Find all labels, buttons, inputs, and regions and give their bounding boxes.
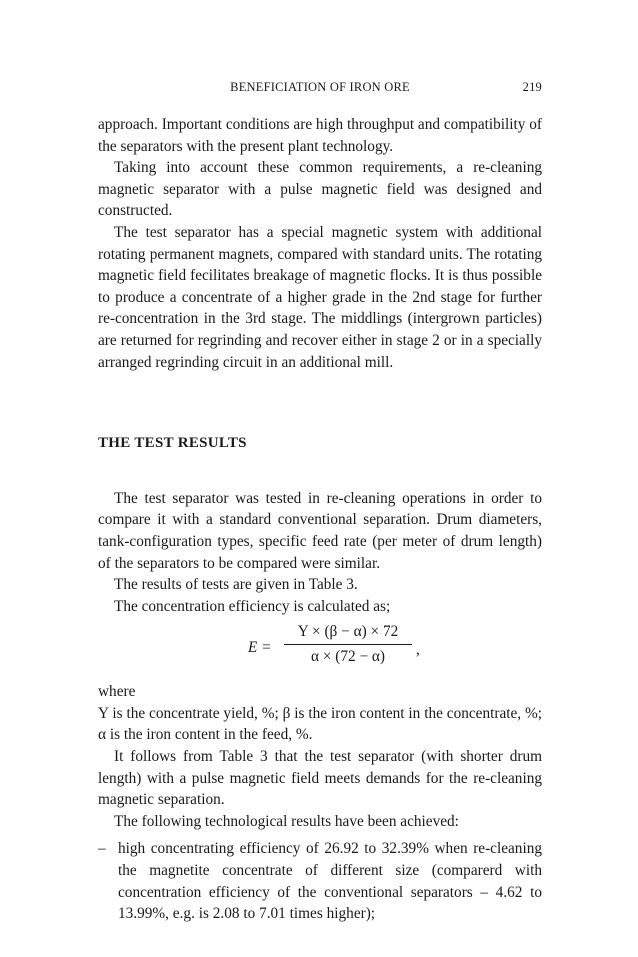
body-text: [98, 114, 542, 925]
page-number: 219: [522, 80, 542, 94]
paragraph: Taking into account these common requirements, a re-cleaning magnetic separator with a pulse magnetic field was designed and constructed.: [98, 159, 542, 220]
running-header: [98, 78, 542, 98]
results-list: [98, 838, 542, 924]
equation-denominator: α × (72 − α): [310, 648, 386, 666]
running-title: BENEFICIATION OF IRON ORE: [230, 80, 410, 94]
variable-definition: Y is the concentrate yield, %; β is the iron content in the concentrate, %; α is the iron content in the feed, %.: [98, 704, 542, 744]
list-item-text: high concentrating efficiency of 26.92 to 32.39% when re-cleaning the magnetite concentrate of different size (comparerd with concentration efficiency of the conventional separators – 4.62 to 13.99%, e.g. is 2.08 to 7.01 times higher);: [118, 840, 542, 923]
equation-comma: ,: [416, 641, 420, 659]
paragraph: The concentration efficiency is calculated as;: [114, 597, 391, 615]
paragraph: The test separator was tested in re-cleaning operations in order to compare it with a standard conventional separation. Drum diameters, tank-configuration types, specific feed rate (per meter of drum length) of the separators to be compared were similar.: [98, 489, 542, 572]
fraction-bar: [284, 644, 412, 645]
equation-fraction: [282, 621, 414, 667]
paragraph: The following technological results have been achieved:: [114, 812, 459, 830]
paragraph: The results of tests are given in Table 3.: [114, 576, 358, 594]
where-label: where: [98, 683, 136, 701]
efficiency-equation: [98, 621, 542, 679]
paragraph: It follows from Table 3 that the test separator (with shorter drum length) with a pulse magnetic field meets demands for the re-cleaning magnetic separation.: [98, 748, 542, 809]
paragraph-continued: approach. Important conditions are high throughput and compatibility of the separators with the present plant technology.: [98, 116, 542, 155]
equation-lhs: E =: [248, 639, 272, 657]
section-heading: THE TEST RESULTS: [98, 435, 247, 452]
equation-numerator: Y × (β − α) × 72: [297, 623, 399, 641]
paragraph: The test separator has a special magnetic system with additional rotating permanent magnets, compared with standard units. The rotating magnetic field fecilitates breakage of magnetic flocks. It is thus possible to produce a concentrate of a higher grade in the 2nd stage for further re-concentration in the 3rd stage. The middlings (intergrown particles) are returned for regrinding and recover either in stage 2 or in a specially arranged regrinding circuit in an additional mill.: [98, 223, 542, 371]
list-item: [98, 838, 542, 924]
list-dash: –: [98, 840, 106, 858]
